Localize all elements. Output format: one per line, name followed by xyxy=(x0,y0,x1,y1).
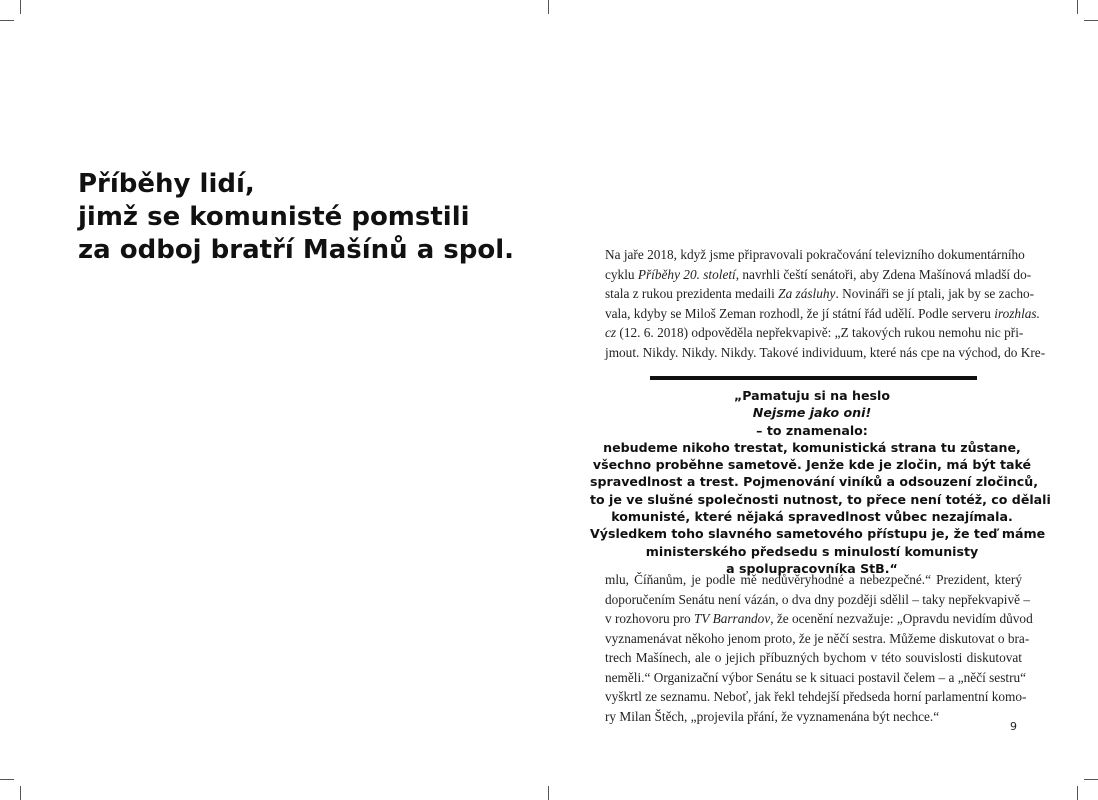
italic-title: Příběhy 20. století xyxy=(637,266,736,282)
text-line: ry Milan Štěch, „projevila přání, že vyznamenána být nechce.“ xyxy=(605,708,940,724)
crop-mark xyxy=(0,20,14,21)
text-line: vyznamenávat někoho jenom proto, že je něčí sestra. Můžeme diskutovat o bra- xyxy=(605,630,1030,646)
crop-mark xyxy=(548,0,549,14)
quote-line: a spolupracovníka StB.“ xyxy=(726,560,898,576)
quote-line: Výsledkem toho slavného sametového přístupu je, že teď máme xyxy=(590,526,1046,542)
quote-line: ministerského předsedu s minulostí komunisty xyxy=(645,543,979,559)
text-line: cz (12. 6. 2018) odpověděla nepřekvapivě: „Z takových rukou nemohu nic při- xyxy=(605,325,1024,340)
text-line: jmout. Nikdy. Nikdy. Nikdy. Takové individuum, které nás cpe na východ, do Kre- xyxy=(605,344,1046,360)
quote-italic: Nejsme jako oni! xyxy=(752,405,872,421)
chapter-title-line: jimž se komunisté pomstili xyxy=(78,202,470,232)
crop-mark xyxy=(20,786,21,800)
quote-line: to je ve slušné společnosti nutnost, to přece není totéž, co dělali xyxy=(590,491,1051,507)
page-number: 9 xyxy=(1010,720,1017,733)
italic-source: TV Barrandov xyxy=(694,611,771,626)
quote-line: „Pamatuju si na heslo Nejsme jako oni! – to znamenalo: xyxy=(734,388,890,438)
text-line: doporučením Senátu není vázán, o dva dny později sdělil – taky nepřekvapivě – xyxy=(605,591,1031,607)
body-paragraph-1 xyxy=(605,245,1046,362)
text-line: vyškrtl ze seznamu. Neboť, jak řekl tehdejší předseda horní parlamentní komo- xyxy=(605,689,1027,704)
text-line: stala z rukou prezidenta medaili Za zásluhy. Novináři se jí ptali, jak by se zacho- xyxy=(605,286,1035,301)
text-line: Na jaře 2018, když jsme připravovali pokračování televizního dokumentárního xyxy=(605,247,1025,262)
crop-mark xyxy=(20,0,21,14)
text-line: v rozhovoru pro TV Barrandov, že ocenění nezvažuje: „Opravdu nevidím důvod xyxy=(605,611,1033,626)
pull-quote xyxy=(590,387,1051,577)
crop-mark xyxy=(548,786,549,800)
crop-mark xyxy=(0,779,14,780)
chapter-title xyxy=(78,168,538,267)
quote-line: nebudeme nikoho trestat, komunistická strana tu zůstane, xyxy=(603,439,1021,455)
chapter-title-line: Příběhy lidí, xyxy=(78,169,255,199)
text-line: vala, kdyby se Miloš Zeman rozhodl, že jí státní řád udělí. Podle serveru irozhlas. xyxy=(605,305,1040,321)
text-line: mlu, Číňanům, je podle mě nedůvěryhodné a nebezpečné.“ Prezident, který xyxy=(605,572,1022,587)
quote-line: všechno proběhne sametově. Jenže kde je zločin, má být také xyxy=(592,457,1032,473)
text-line: cyklu Příběhy 20. století, navrhli čeští senátoři, aby Zdena Mašínová mladší do- xyxy=(605,266,1032,282)
crop-mark xyxy=(1077,0,1078,14)
text-line: trech Mašínech, ale o jejich příbuzných bychom v této souvislosti diskutovat xyxy=(605,650,1022,665)
italic-source: cz xyxy=(605,325,617,340)
quote-line: komunisté, které nějaká spravedlnost vůbec nezajímala. xyxy=(611,509,1013,525)
crop-mark xyxy=(1084,779,1098,780)
text-line: neměli.“ Organizační výbor Senátu se k situaci postavil čelem – a „něčí sestru“ xyxy=(605,669,1027,685)
italic-title: Za zásluhy xyxy=(778,286,836,301)
crop-mark xyxy=(1084,20,1098,21)
quote-rule xyxy=(650,376,977,380)
crop-mark xyxy=(1077,786,1078,800)
body-paragraph-2 xyxy=(605,570,1033,726)
italic-source: irozhlas. xyxy=(994,305,1040,321)
chapter-title-line: za odboj bratří Mašínů a spol. xyxy=(78,235,515,265)
quote-line: spravedlnost a trest. Pojmenování viníků a odsouzení zločinců, xyxy=(590,474,1039,490)
